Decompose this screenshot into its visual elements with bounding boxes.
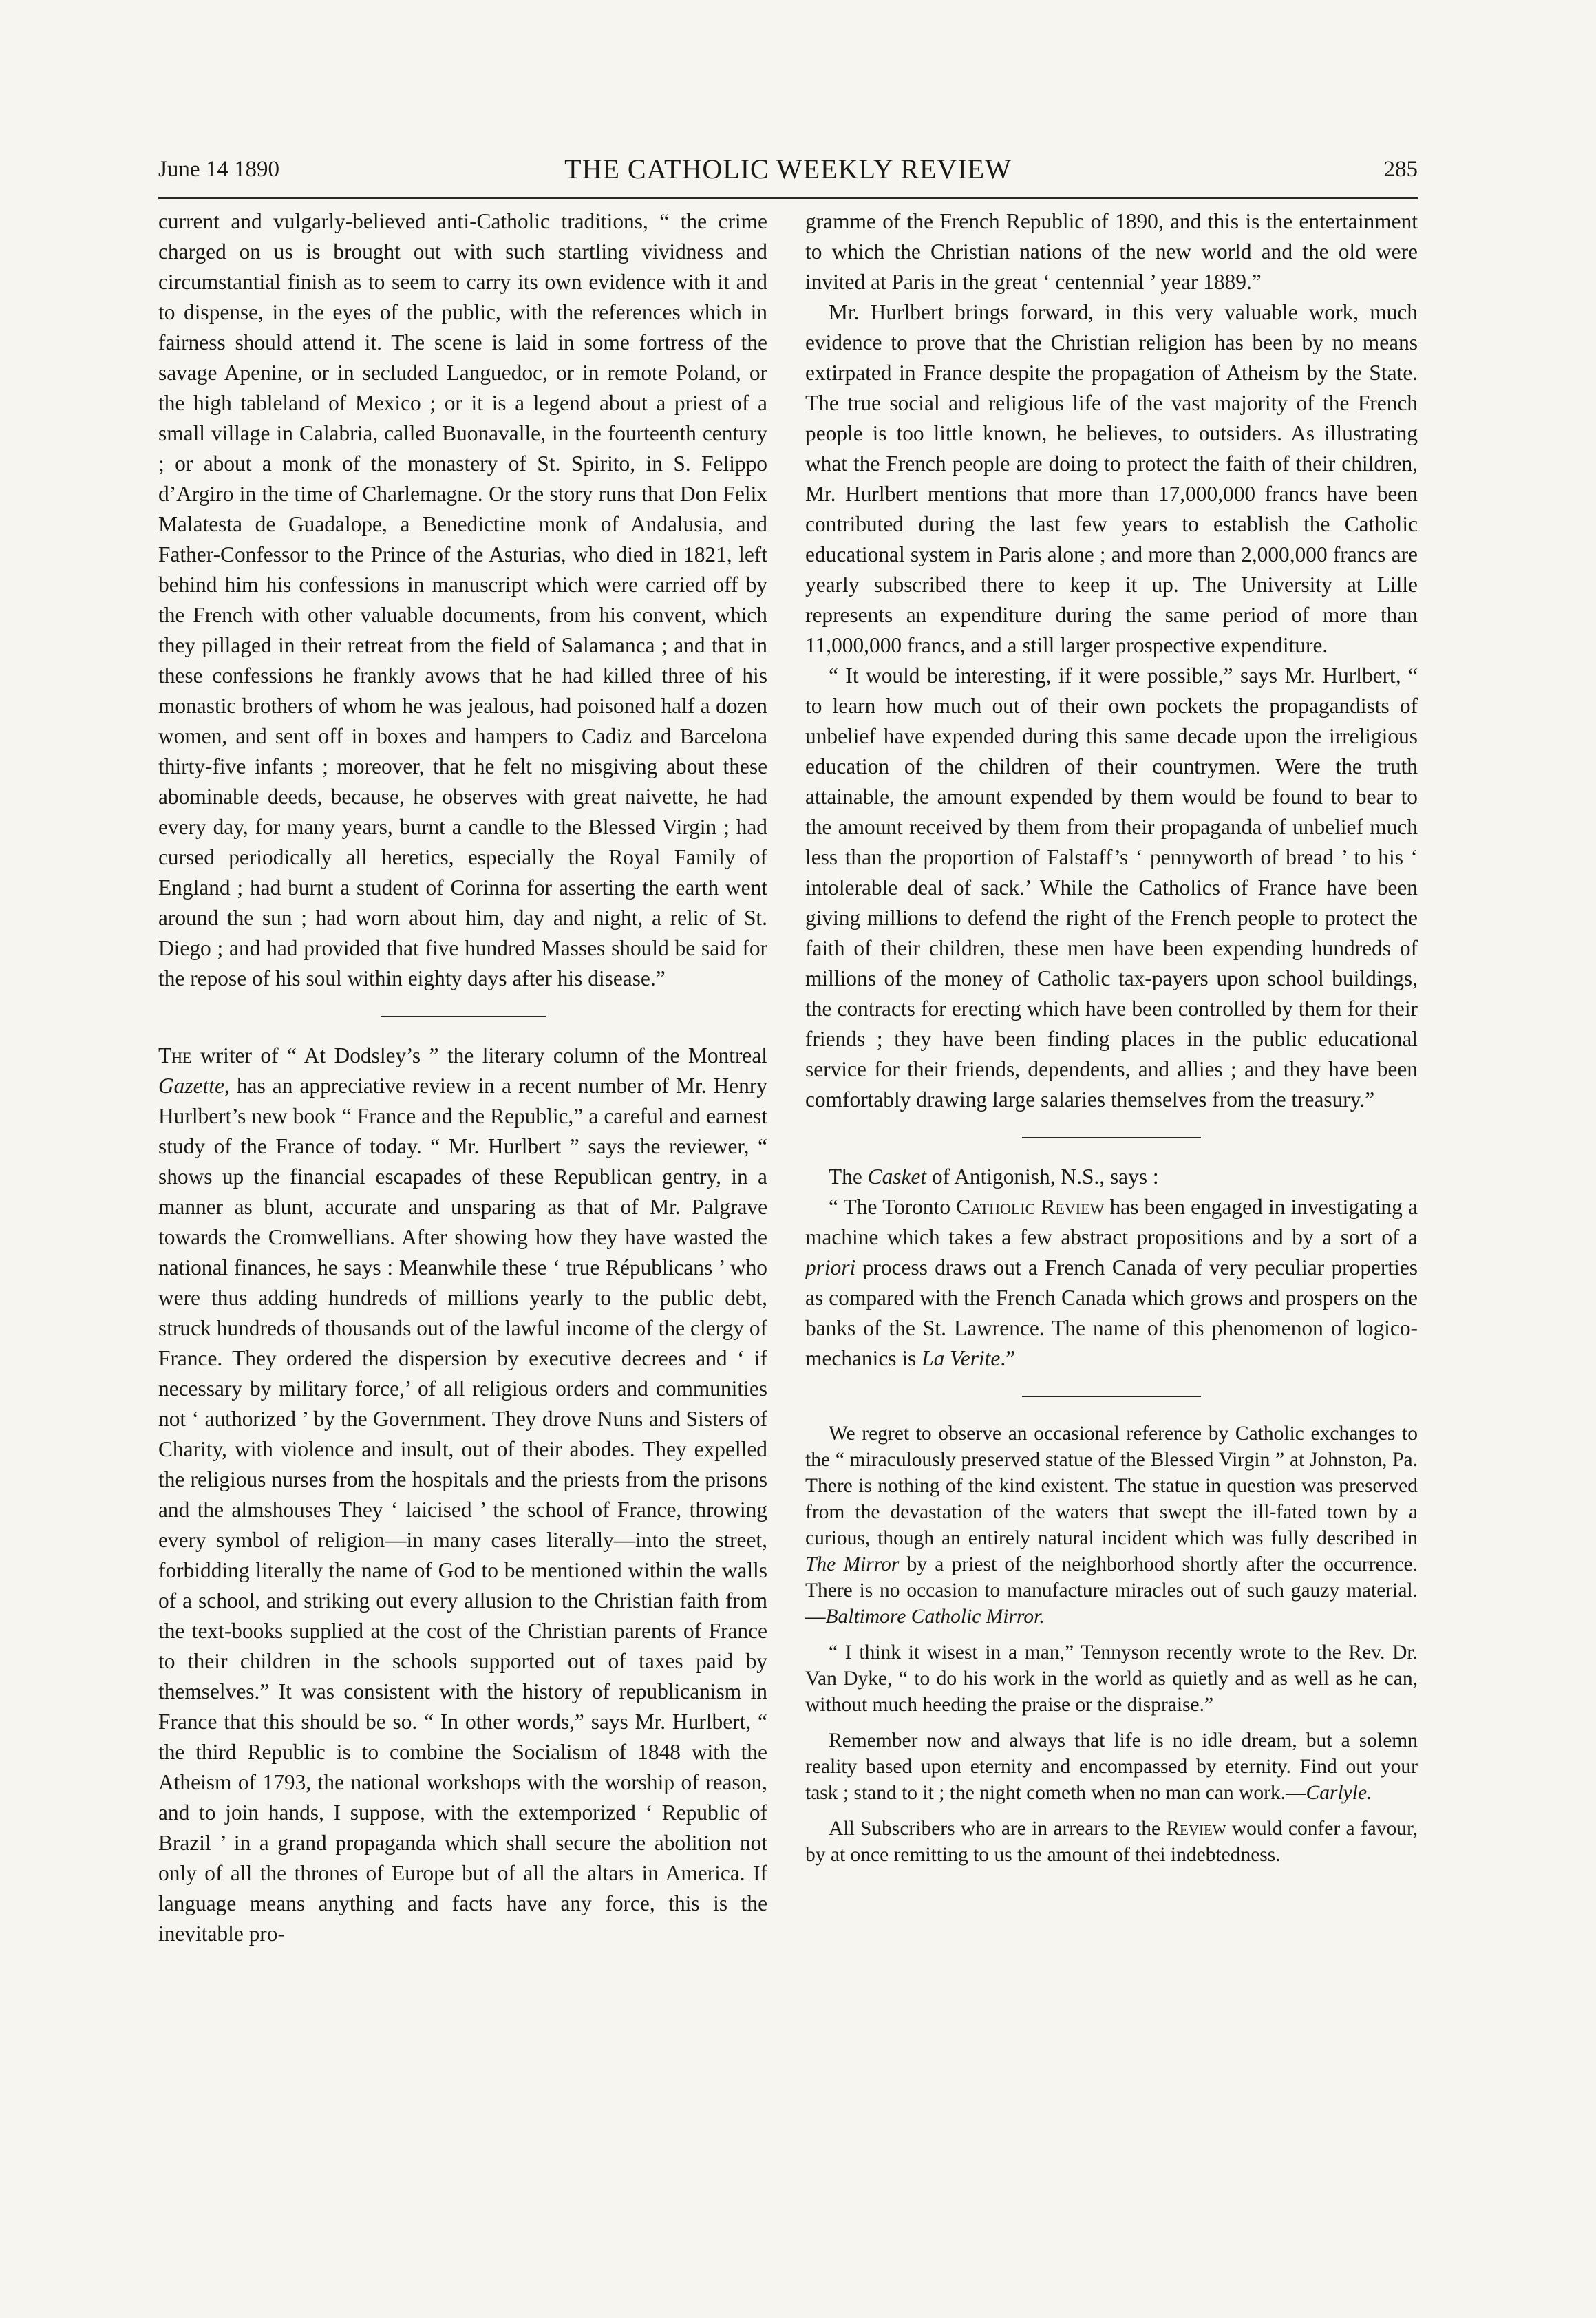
right-column [805, 206, 1418, 1878]
carlyle-note: Remember now and always that life is no idle dream, but a solemn reality based upon eternity and encompassed by eternity. Find out your task ; stand to it ; the night cometh when no man can work.—Carlyle. [805, 1730, 1418, 1804]
section-divider [1022, 1137, 1201, 1138]
section-divider [381, 1016, 546, 1017]
section-divider [1022, 1396, 1201, 1397]
masthead-title: THE CATHOLIC WEEKLY REVIEW [564, 153, 1012, 184]
hurlbert-evidence-paragraph: Mr. Hurlbert brings forward, in this very valuable work, much evidence to prove that the Christian religion has been by no means extirpated in France despite the propagation of Atheism by the State. The true social and religious life of the vast majority of the French people is too little known, he believes, to outsiders. As illustrating what the French people are doing to protect the faith of their children, Mr. Hurlbert mentions that more than 17,000,000 francs have been contributed during the last few years to establish the Catholic educational system in Paris alone ; and more than 2,000,000 francs are yearly subscribed there to keep it up. The University at Lille represents an expenditure during the same period of more than 11,000,000 francs, and a still larger prospective expenditure. [805, 300, 1418, 657]
header-rule [158, 197, 1418, 199]
dodsley-review-paragraph: The writer of “ At Dodsley’s ” the literary column of the Montreal Gazette, has an appreciative review in a recent number of Mr. Henry Hurlbert’s new book “ France and the Republic,” a careful and earnest study of the France of today. “ Mr. Hurlbert ” says the reviewer, “ shows up the financial escapades of these Republican gentry, in a manner as blunt, accurate and unsparing as that of Mr. Palgrave towards the Cromwellians. After showing how they have wasted the national finances, he says : Meanwhile these ‘ true Républicans ’ who were thus adding hundreds of millions yearly to the public debt, struck hundreds of thousands out of the lawful income of the clergy of France. They ordered the dispersion by executive decrees and ‘ if necessary by military force,’ of all religious orders and communities not ‘ authorized ’ by the Government. They drove Nuns and Sisters of Charity, with violence and insult, out of their abodes. They expelled the religious nurses from the hospitals and the priests from the prisons and the almshouses They ‘ laicised ’ the school of France, throwing every symbol of religion—in many cases literally—into the street, forbidding literally the name of God to be mentioned within the walls of a school, and striking out every allusion to the Christian faith from the text-books supplied at the cost of the Christian parents of France to their children in the schools supported out of taxes paid by themselves.” It was consistent with the history of republicanism in France that this should be so. “ In other words,” says Mr. Hurlbert, “ the third Republic is to combine the Socialism of 1848 with the Atheism of 1793, the national workshops with the worship of reason, and to join hands, I suppose, with the extemporized ‘ Republic of Brazil ’ in a grand propaganda which shall secure the abolition not only of all the thrones of Europe but of all the altars in America. If language means anything and facts have any force, this is the inevitable pro- [158, 1043, 767, 1946]
source-attribution: Baltimore Catholic Mirror. [825, 1606, 1045, 1628]
brief-notes [805, 1421, 1418, 1868]
article-continuation-right: gramme of the French Republic of 1890, and this is the entertainment to which the Christian nations of the new world and the old were invited at Paris in the great ‘ centennial ’ year 1889.” [805, 209, 1418, 294]
tennyson-note: “ I think it wisest in a man,” Tennyson recently wrote to the Rev. Dr. Van Dyke, “ to do his work in the world as quietly and as well as he can, without much heeding the praise or the dispraise.” [805, 1641, 1418, 1716]
paragraph-lead: The [158, 1043, 192, 1067]
casket-intro: The Casket of Antigonish, N.S., says : [829, 1165, 1159, 1189]
page-header [158, 153, 1418, 194]
page-number: 285 [1383, 157, 1418, 182]
issue-date: June 14 1890 [158, 157, 279, 182]
casket-quote: “ The Toronto Catholic Review has been engaged in investigating a machine which takes a few abstract propositions and by a sort of a priori process draws out a French Canada of very peculiar properties as compared with the French Canada which grows and prospers on the banks of the St. Lawrence. The name of this phenomenon of logico-mechanics is La Verite.” [805, 1195, 1418, 1370]
hurlbert-quote-paragraph: “ It would be interesting, if it were possible,” says Mr. Hurlbert, “ to learn how much out of their own pockets the propagandists of unbelief have expended during this same decade upon the irreligious education of the children of their countrymen. Were the truth attainable, the amount expended by them would be found to bear to the amount received by them from their propaganda of unbelief much less than the proportion of Falstaff’s ‘ pennyworth of bread ’ to his ‘ intolerable deal of sack.’ While the Catholics of France have been giving millions to defend the right of the French people to protect the faith of their children, these men have been expending hundreds of millions of the money of Catholic tax-payers upon school buildings, the contracts for erecting which have been controlled by them for their friends ; they have been finding places in the public educational service for their friends, dependents, and allies ; and they have been comfortably drawing large salaries themselves from the treasury.” [805, 663, 1418, 1112]
article-continuation: current and vulgarly-believed anti-Catholic traditions, “ the crime charged on us is brought out with such startling vividness and circumstantial finish as to seem to carry its own evidence with it and to dispense, in the eyes of the public, with the references which in fairness should attend it. The scene is laid in some fortress of the savage Apenine, or in secluded Languedoc, or in remote Poland, or the high tableland of Mexico ; or it is a legend about a priest of a small village in Calabria, called Buonavalle, in the fourteenth century ; or about a monk of the monastery of St. Spirito, in S. Felippo d’Argiro in the time of Charlemagne. Or the story runs that Don Felix Malatesta de Guadalope, a Benedictine monk of Andalusia, and Father-Confessor to the Prince of the Asturias, who died in 1821, left behind him his confessions in manuscript which were carried off by the French with other valuable documents, from his convent, which they pillaged in their retreat from the field of Salamanca ; and that in these confessions he frankly avows that he had killed three of his monastic brothers of whom he was jealous, had poisoned half a dozen women, and sent off in boxes and hampers to Cadiz and Barcelona thirty-five infants ; moreover, that he felt no misgiving about these abominable deeds, because, he observes with great naivette, he had every day, for many years, burnt a candle to the Blessed Virgin ; had cursed periodically all heretics, especially the Royal Family of England ; had burnt a student of Corinna for asserting the earth went around the sun ; had worn about him, day and night, a relic of St. Diego ; and had provided that five hundred Masses should be said for the repose of his soul within eighty days after his disease.” [158, 209, 767, 990]
left-column [158, 206, 767, 1949]
author-attribution: Carlyle. [1306, 1782, 1372, 1804]
gazette-title: Gazette [158, 1074, 224, 1098]
statue-note: We regret to observe an occasional reference by Catholic exchanges to the “ miraculously preserved statue of the Blessed Virgin ” at Johnston, Pa. There is nothing of the kind existent. The statue in question was preserved from the devastation of the waters that swept the ill-fated town by a curious, though an entirely natural incident which was fully described in The Mirror by a priest of the neighborhood shortly after the occurrence. There is no occasion to manufacture miracles out of such gauzy material.—Baltimore Catholic Mirror. [805, 1423, 1418, 1628]
subscribers-notice: All Subscribers who are in arrears to the Review would confer a favour, by at once remitting to us the amount of thei indebtedness. [805, 1818, 1418, 1866]
